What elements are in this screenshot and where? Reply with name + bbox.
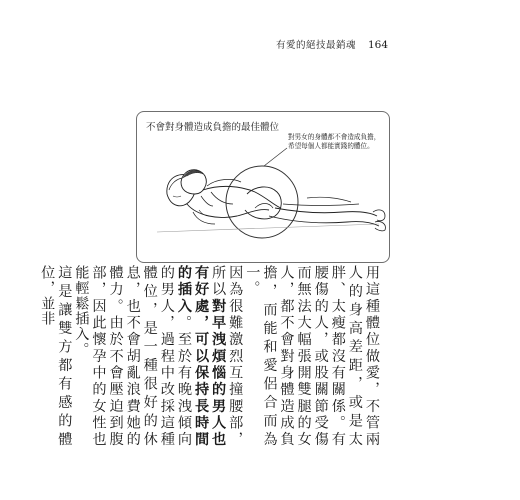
illustration-box [136,111,390,263]
running-header [276,37,388,51]
paragraph-1: 用這種體位做愛，不管兩人的身高差距，或是太胖、太瘦都沒有關係。有腰傷的人，或股關節受傷而無法大幅張開雙腿的女人，都不會對身體造成負擔，而能和愛侶合而為一。 [244,265,380,447]
arm [211,192,233,204]
paragraph-2-rest: 。至於有晚洩傾向的男人，過程中改採這種體位，是一種很好的休息，也不會胡亂浪費她的體力。由於不會壓迫到腹部，因此懷孕中的女性也能輕鬆插入。 [73,265,192,447]
callout-note [288,133,388,151]
page-number: 164 [367,39,388,51]
paragraph-3: 這是讓雙方都有感的體位，並非 [39,265,73,447]
floor-line [157,224,379,232]
chapter-title: 有愛的絕技最銷魂 [275,40,356,51]
vertical-body-text [39,265,380,447]
legs-upper [275,208,377,216]
paragraph-2-emphasis: 對早洩煩惱的男人也有好處，可以保持長時間的插入 [175,265,227,447]
callout-line-1: 對男女的身體都不會造成負擔， [288,133,381,141]
callout-leader-line [264,148,287,166]
paragraph-2-lead: 因為很難激烈互撞腰部，所以 [210,265,244,447]
callout-line-2: 希望每個人都能實踐的體位。 [288,142,374,150]
hips [245,187,281,219]
figure-caption: 不會對身體造成負擔的最佳體位 [146,122,280,133]
paragraph-2 [72,265,243,447]
